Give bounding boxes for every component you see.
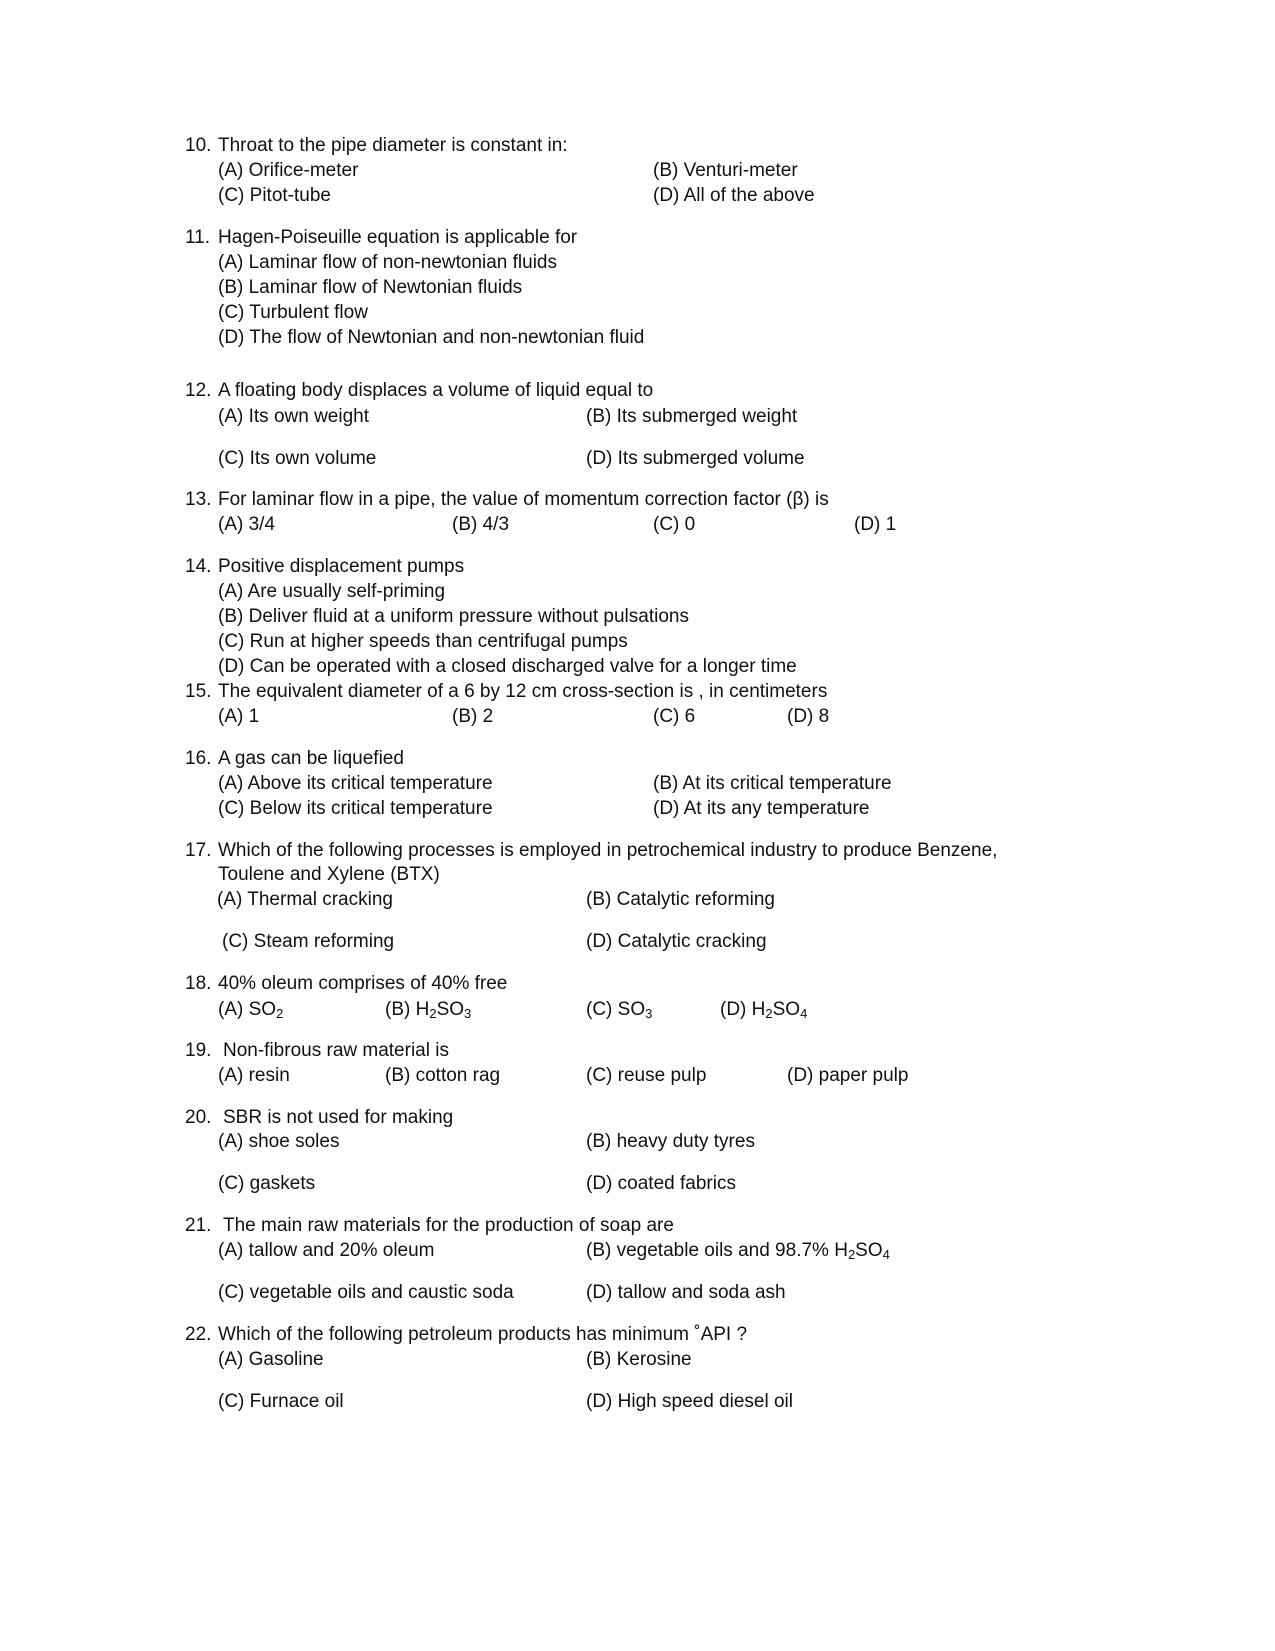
- question-number: 18.: [185, 973, 212, 994]
- question-number: 16.: [185, 748, 212, 769]
- question-text-continued: Toulene and Xylene (BTX): [218, 864, 440, 885]
- option-c: (C) Pitot-tube: [218, 185, 331, 206]
- question-number: 11.: [185, 227, 211, 248]
- question-text: For laminar flow in a pipe, the value of momentum correction factor (β) is: [218, 489, 829, 510]
- option-b: (B) $H_2SO_3$: [385, 999, 472, 1021]
- option-d: (D) At its any temperature: [653, 798, 870, 819]
- option-b: (B) Deliver fluid at a uniform pressure without pulsations: [218, 606, 689, 627]
- question-number: 19.: [185, 1040, 212, 1061]
- question-number: 14.: [185, 556, 212, 577]
- option-a: (A) 1: [218, 706, 260, 727]
- option-d: (D) 1: [854, 514, 897, 535]
- option-a: (A) Laminar flow of non-newtonian fluids: [218, 252, 558, 273]
- option-c: (C) Furnace oil: [218, 1391, 344, 1412]
- option-a: (A) Orifice-meter: [218, 160, 359, 181]
- question-number: 17.: [185, 840, 212, 861]
- question-text: 40% oleum comprises of 40% free: [218, 973, 508, 994]
- question-number: 10.: [185, 135, 212, 156]
- option-d: (D) tallow and soda ash: [586, 1282, 786, 1303]
- option-d: (D) paper pulp: [787, 1065, 909, 1086]
- option-a: (A) Are usually self-priming: [218, 581, 446, 602]
- option-b: (B) Catalytic reforming: [586, 889, 775, 910]
- option-c: (C) Steam reforming: [222, 931, 395, 952]
- option-d: (D) All of the above: [653, 185, 815, 206]
- question-text: Throat to the pipe diameter is constant in:: [218, 135, 568, 156]
- question-number: 15.: [185, 681, 212, 702]
- option-a: (A) Above its critical temperature: [218, 773, 493, 794]
- option-a: (A) Gasoline: [218, 1349, 324, 1370]
- option-c: (C) vegetable oils and caustic soda: [218, 1282, 514, 1303]
- option-b: (B) heavy duty tyres: [586, 1131, 755, 1152]
- option-b: (B) 2: [452, 706, 494, 727]
- question-text: Positive displacement pumps: [218, 556, 465, 577]
- question-text: A floating body displaces a volume of liquid equal to: [218, 380, 654, 401]
- question-text: Which of the following processes is employed in petrochemical industry to produce Benzene,: [218, 840, 998, 861]
- option-d: (D) $H_2SO_4$: [720, 999, 808, 1021]
- option-c: (C) $SO_3$: [586, 999, 653, 1021]
- option-a: (A) tallow and 20% oleum: [218, 1240, 435, 1261]
- option-d: (D) Its submerged volume: [586, 448, 805, 469]
- question-text: Hagen-Poiseuille equation is applicable for: [218, 227, 578, 248]
- question-text: Which of the following petroleum products has minimum ˚API ?: [218, 1324, 748, 1345]
- question-number: 20.: [185, 1107, 212, 1128]
- option-a: (A) Its own weight: [218, 406, 369, 427]
- option-a: (A) 3/4: [218, 514, 276, 535]
- option-d: (D) Can be operated with a closed discharged valve for a longer time: [218, 656, 797, 677]
- question-number: 13.: [185, 489, 212, 510]
- option-c: (C) 0: [653, 514, 696, 535]
- option-a: (A) shoe soles: [218, 1131, 340, 1152]
- option-b: (B) Venturi-meter: [653, 160, 798, 181]
- option-d: (D) The flow of Newtonian and non-newtonian fluid: [218, 327, 645, 348]
- option-c: (C) Its own volume: [218, 448, 377, 469]
- option-a: (A) Thermal cracking: [217, 889, 393, 910]
- option-b: (B) cotton rag: [385, 1065, 501, 1086]
- option-c: (C) reuse pulp: [586, 1065, 707, 1086]
- question-text: SBR is not used for making: [223, 1107, 454, 1128]
- option-a: (A) $SO_2$: [218, 999, 284, 1021]
- option-b: (B) At its critical temperature: [653, 773, 892, 794]
- question-number: 21.: [185, 1215, 212, 1236]
- question-number: 22.: [185, 1324, 212, 1345]
- option-b: (B) Laminar flow of Newtonian fluids: [218, 277, 523, 298]
- option-c: (C) Run at higher speeds than centrifugal pumps: [218, 631, 628, 652]
- option-d: (D) High speed diesel oil: [586, 1391, 793, 1412]
- option-c: (C) Below its critical temperature: [218, 798, 493, 819]
- option-b: (B) vegetable oils and 98.7% $H_2SO_4$: [586, 1240, 890, 1262]
- option-d: (D) 8: [787, 706, 830, 727]
- question-text: The main raw materials for the production of soap are: [223, 1215, 674, 1236]
- question-number: 12.: [185, 380, 212, 401]
- option-c: (C) Turbulent flow: [218, 302, 368, 323]
- option-b: (B) Its submerged weight: [586, 406, 798, 427]
- option-b: (B) Kerosine: [586, 1349, 692, 1370]
- option-d: (D) Catalytic cracking: [586, 931, 767, 952]
- option-c: (C) 6: [653, 706, 696, 727]
- option-b: (B) 4/3: [452, 514, 510, 535]
- option-d: (D) coated fabrics: [586, 1173, 736, 1194]
- option-c: (C) gaskets: [218, 1173, 316, 1194]
- question-text: A gas can be liquefied: [218, 748, 404, 769]
- option-a: (A) resin: [218, 1065, 290, 1086]
- question-text: Non-fibrous raw material is: [223, 1040, 449, 1061]
- question-text: The equivalent diameter of a 6 by 12 cm cross-section is , in centimeters: [218, 681, 828, 702]
